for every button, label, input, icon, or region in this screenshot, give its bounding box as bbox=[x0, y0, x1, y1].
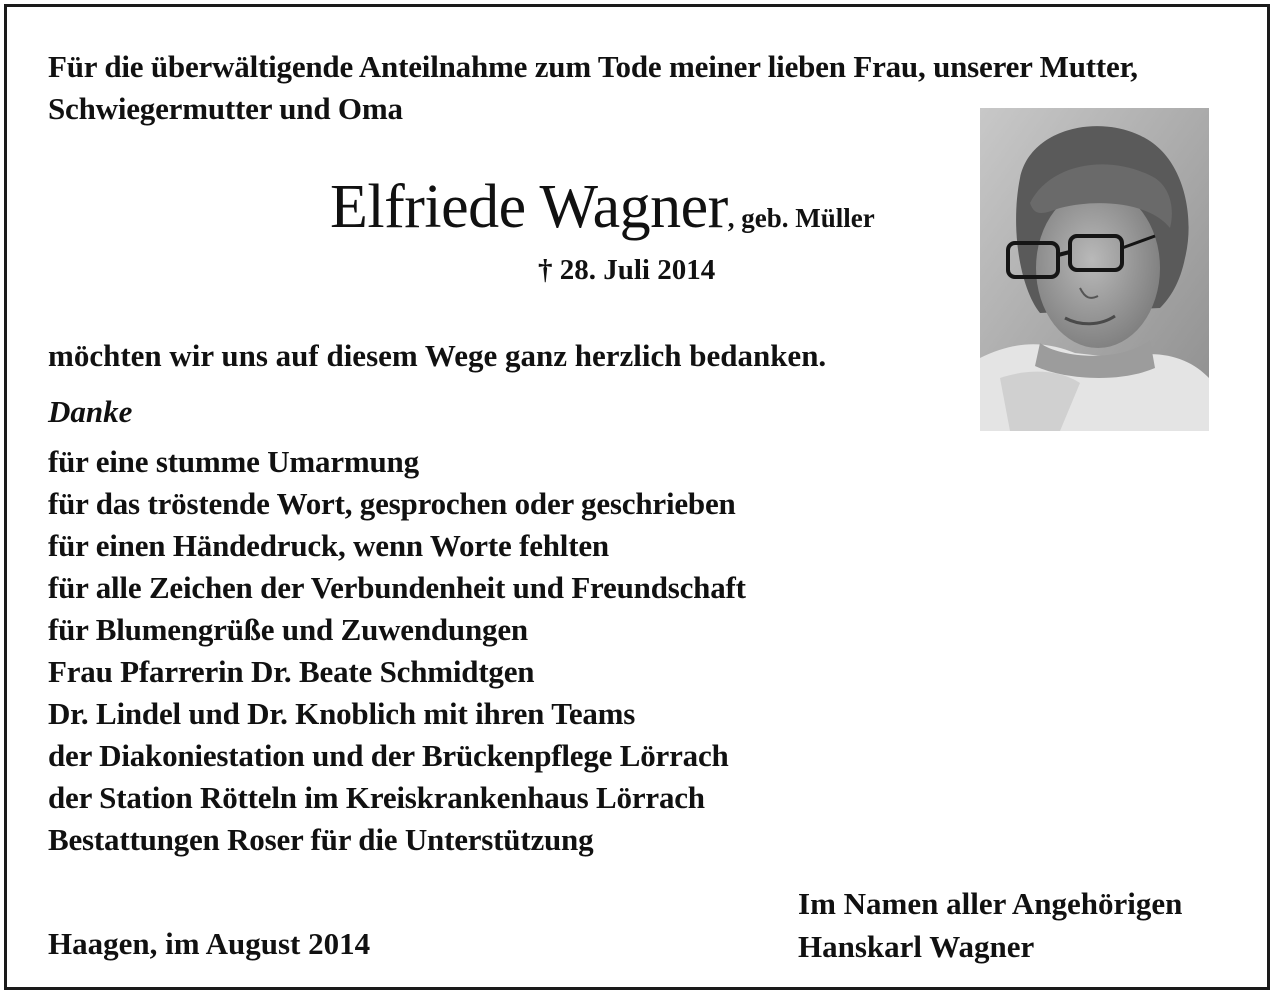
list-item: der Station Rötteln im Kreiskrankenhaus Lörrach bbox=[48, 780, 705, 815]
maiden-name: , geb. Müller bbox=[727, 203, 875, 233]
list-item: Bestattungen Roser für die Unterstützung bbox=[48, 822, 594, 857]
list-item: für eine stumme Umarmung bbox=[48, 444, 419, 479]
death-date: † 28. Juli 2014 bbox=[538, 254, 716, 286]
list-item: für einen Händedruck, wenn Worte fehlten bbox=[48, 528, 609, 563]
place-and-date: Haagen, im August 2014 bbox=[48, 926, 371, 961]
intro-text: Für die überwältigende Anteilnahme zum Tode meiner lieben Frau, unserer Mutter, Schwiegermutter und Oma bbox=[48, 49, 1138, 126]
list-item: für Blumengrüße und Zuwendungen bbox=[48, 612, 528, 647]
list-item: Dr. Lindel und Dr. Knoblich mit ihren Teams bbox=[48, 696, 636, 731]
list-item: Frau Pfarrerin Dr. Beate Schmidtgen bbox=[48, 654, 535, 689]
thanks-line: möchten wir uns auf diesem Wege ganz herzlich bedanken. bbox=[48, 338, 827, 373]
list-item: der Diakoniestation und der Brückenpflege Lörrach bbox=[48, 738, 729, 773]
signature-name: Hanskarl Wagner bbox=[798, 929, 1035, 964]
deceased-name: Elfriede Wagner bbox=[330, 173, 728, 241]
thanks-list bbox=[48, 441, 746, 861]
portrait-photo-icon bbox=[980, 108, 1209, 431]
portrait-photo bbox=[980, 108, 1209, 431]
list-item: für das tröstende Wort, gesprochen oder geschrieben bbox=[48, 486, 736, 521]
signature-block bbox=[798, 882, 1182, 968]
signature-line-1: Im Namen aller Angehörigen bbox=[798, 886, 1183, 921]
list-item: für alle Zeichen der Verbundenheit und Freundschaft bbox=[48, 570, 746, 605]
danke-heading: Danke bbox=[48, 394, 133, 429]
